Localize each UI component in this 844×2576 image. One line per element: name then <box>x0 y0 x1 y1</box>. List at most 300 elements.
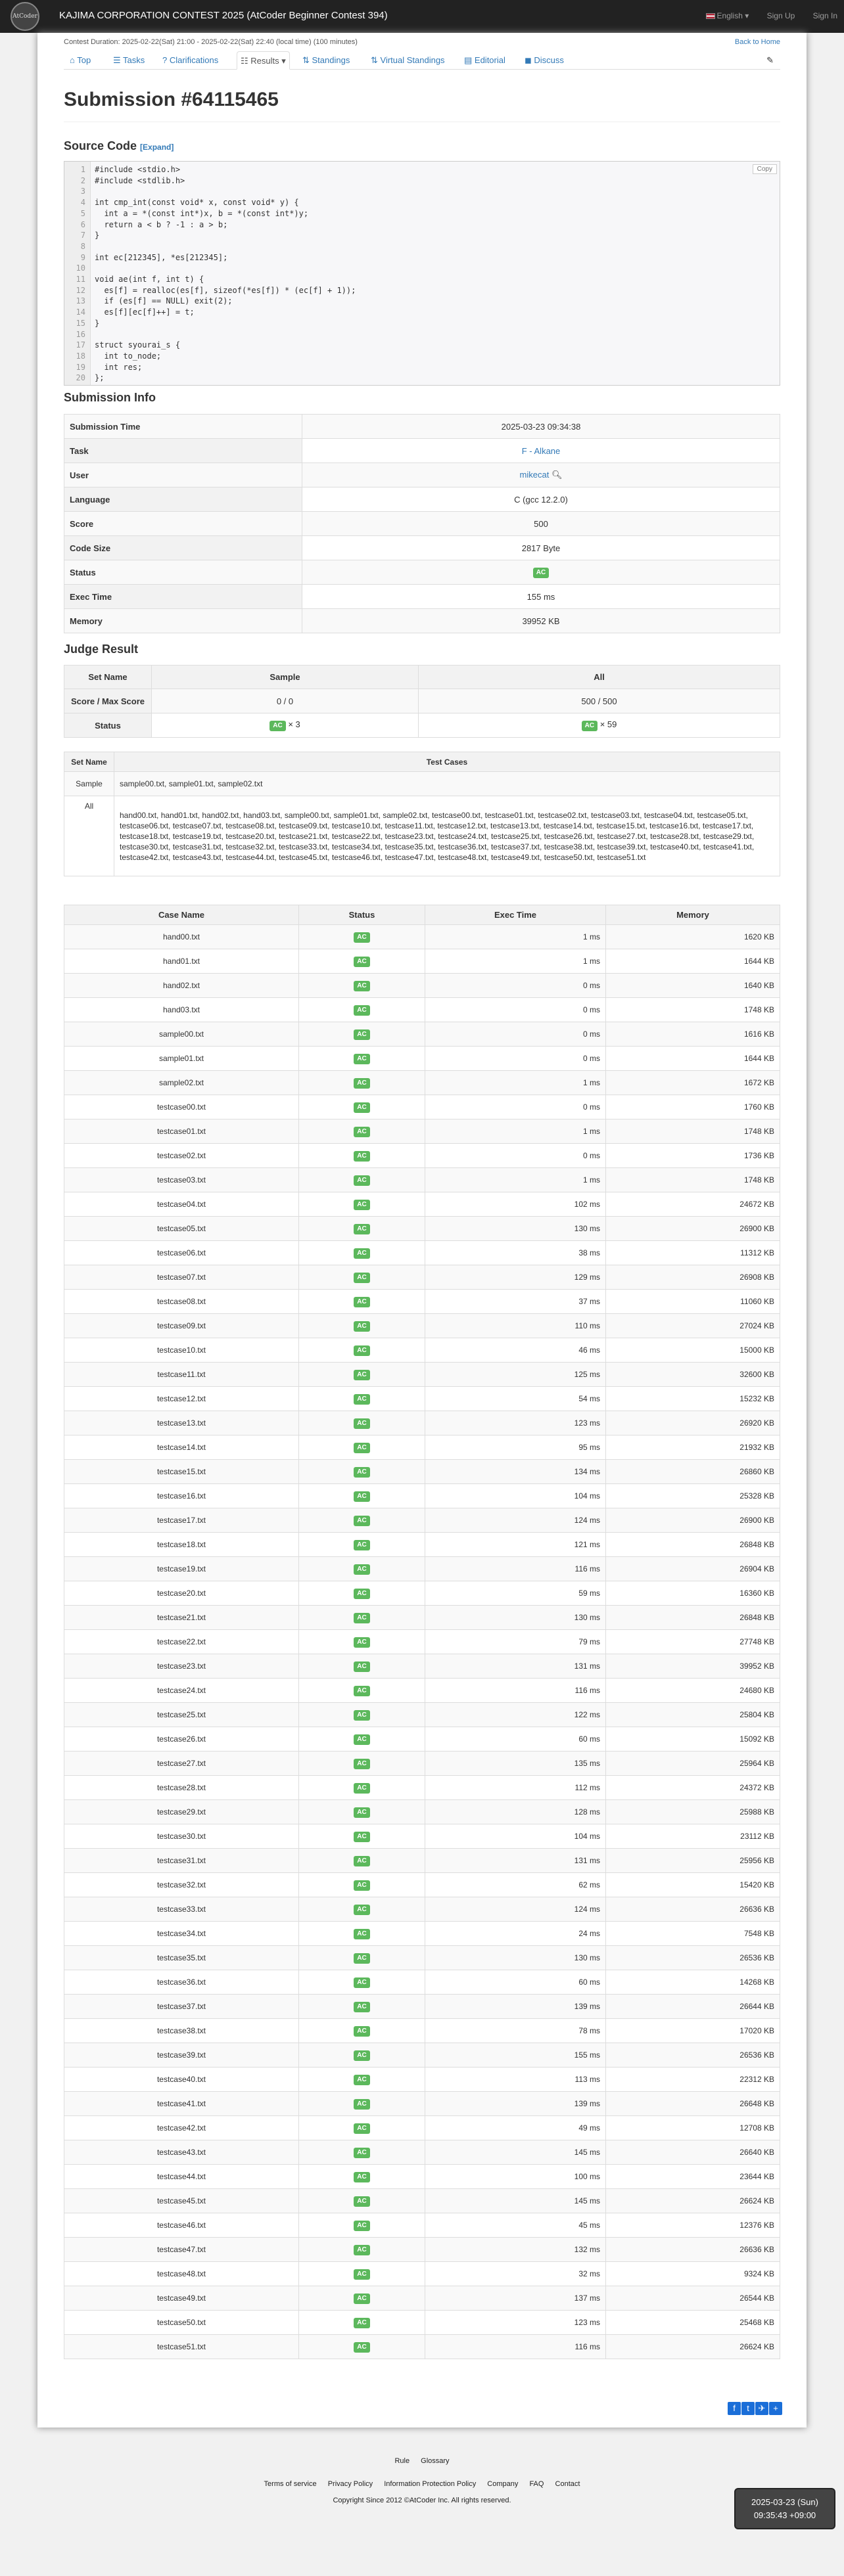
case-name: testcase50.txt <box>64 2311 299 2335</box>
table-row <box>64 1022 780 1047</box>
share-buttons <box>727 2402 782 2416</box>
case-memory: 39952 KB <box>606 1654 780 1679</box>
table-row <box>64 1168 780 1192</box>
case-name: testcase19.txt <box>64 1557 299 1581</box>
case-memory: 25468 KB <box>606 2311 780 2335</box>
case-status <box>299 1606 425 1630</box>
code-line <box>64 373 780 383</box>
case-status <box>299 1071 425 1095</box>
code-line <box>64 241 780 252</box>
table-row <box>64 1922 780 1946</box>
status-badge: AC <box>354 1977 369 1988</box>
code-text: struct syourai_s { <box>95 340 181 350</box>
case-exec-time: 0 ms <box>425 998 606 1022</box>
case-status <box>299 2116 425 2140</box>
case-status <box>299 1363 425 1387</box>
case-status <box>299 1144 425 1168</box>
case-exec-time: 45 ms <box>425 2213 606 2238</box>
case-status <box>299 1314 425 1338</box>
status-badge: AC <box>354 1151 369 1162</box>
status-badge: AC <box>354 1832 369 1842</box>
table-row <box>64 1192 780 1217</box>
footer-faq-link[interactable]: FAQ <box>529 2480 544 2488</box>
case-exec-time: 38 ms <box>425 1241 606 1265</box>
table-row <box>64 1824 780 1849</box>
code-line <box>64 164 780 175</box>
case-exec-time: 139 ms <box>425 1995 606 2019</box>
case-exec-time: 122 ms <box>425 1703 606 1727</box>
info-row-memory: Memory 39952 KB <box>64 609 780 633</box>
case-name: testcase26.txt <box>64 1727 299 1751</box>
line-number: 15 <box>76 318 85 328</box>
code-text: int ec[212345], *es[212345]; <box>95 252 228 262</box>
code-line <box>64 318 780 328</box>
case-name: testcase40.txt <box>64 2068 299 2092</box>
tab-discuss[interactable]: ◼ Discuss <box>525 55 564 65</box>
case-status <box>299 1265 425 1290</box>
status-badge: AC <box>354 1418 369 1429</box>
line-number: 2 <box>80 175 85 185</box>
code-text: int res; <box>95 362 143 372</box>
line-number: 16 <box>76 329 85 339</box>
case-name: testcase09.txt <box>64 1314 299 1338</box>
case-memory: 26640 KB <box>606 2140 780 2165</box>
plus-share-icon[interactable]: + <box>769 2402 782 2415</box>
case-exec-time: 37 ms <box>425 1290 606 1314</box>
case-memory: 1736 KB <box>606 1144 780 1168</box>
status-badge: AC <box>354 2123 369 2134</box>
status-badge: AC <box>354 1613 369 1623</box>
table-row <box>64 1533 780 1557</box>
case-name: testcase17.txt <box>64 1508 299 1533</box>
case-memory: 23112 KB <box>606 1824 780 1849</box>
case-memory: 1644 KB <box>606 1047 780 1071</box>
case-status <box>299 2213 425 2238</box>
tab-standings[interactable]: ⇅ Standings <box>302 55 350 65</box>
table-row <box>64 1630 780 1654</box>
case-memory: 22312 KB <box>606 2068 780 2092</box>
status-badge: AC <box>354 1224 369 1234</box>
case-name: testcase22.txt <box>64 1630 299 1654</box>
table-row <box>64 1946 780 1970</box>
case-exec-time: 62 ms <box>425 1873 606 1897</box>
line-number: 5 <box>80 208 85 218</box>
case-status <box>299 1654 425 1679</box>
table-row <box>64 2286 780 2311</box>
line-number: 3 <box>80 187 85 196</box>
case-status <box>299 2043 425 2068</box>
status-badge: AC <box>354 2099 369 2110</box>
status-badge: AC <box>354 1686 369 1696</box>
case-name: testcase47.txt <box>64 2238 299 2262</box>
case-memory: 7548 KB <box>606 1922 780 1946</box>
case-exec-time: 128 ms <box>425 1800 606 1824</box>
table-row <box>64 1095 780 1119</box>
status-badge: AC <box>354 1443 369 1453</box>
case-name: testcase42.txt <box>64 2116 299 2140</box>
case-status <box>299 1970 425 1995</box>
table-row <box>64 2335 780 2359</box>
status-badge: AC <box>354 2221 369 2231</box>
language-selector[interactable]: English ▾ <box>706 11 749 20</box>
case-name: sample01.txt <box>64 1047 299 1071</box>
case-exec-time: 139 ms <box>425 2092 606 2116</box>
case-status <box>299 1776 425 1800</box>
case-exec-time: 131 ms <box>425 1849 606 1873</box>
status-badge: AC <box>354 1127 369 1137</box>
table-row <box>64 1411 780 1435</box>
sign-in-link[interactable]: Sign In <box>812 11 837 20</box>
status-badge: AC <box>354 2075 369 2085</box>
case-status <box>299 1047 425 1071</box>
footer-rule-link[interactable]: Rule <box>394 2457 410 2465</box>
case-memory: 1672 KB <box>606 1071 780 1095</box>
table-row <box>64 998 780 1022</box>
code-line <box>64 296 780 306</box>
case-name: testcase14.txt <box>64 1435 299 1460</box>
case-name: testcase29.txt <box>64 1800 299 1824</box>
judge-result-heading: Judge Result <box>64 643 139 656</box>
tab-top[interactable]: ⌂ Top <box>70 55 91 65</box>
case-memory: 25956 KB <box>606 1849 780 1873</box>
code-text: void ae(int f, int t) { <box>95 275 204 284</box>
case-memory: 15232 KB <box>606 1387 780 1411</box>
case-name: testcase34.txt <box>64 1922 299 1946</box>
code-line <box>64 274 780 284</box>
case-exec-time: 145 ms <box>425 2140 606 2165</box>
case-status <box>299 1168 425 1192</box>
case-exec-time: 0 ms <box>425 974 606 998</box>
task-link[interactable]: F - Alkane <box>521 445 561 456</box>
case-status <box>299 1022 425 1047</box>
info-row-task: Task F - Alkane <box>64 439 780 463</box>
case-status <box>299 974 425 998</box>
facebook-share-icon[interactable]: f <box>728 2402 741 2415</box>
table-row <box>64 1679 780 1703</box>
code-text: int to_node; <box>95 351 162 361</box>
code-text: } <box>95 318 100 328</box>
line-number: 1 <box>80 165 85 174</box>
case-name: testcase07.txt <box>64 1265 299 1290</box>
status-badge: AC <box>354 1734 369 1745</box>
footer-terms-link[interactable]: Terms of service <box>264 2480 317 2488</box>
case-exec-time: 110 ms <box>425 1314 606 1338</box>
case-memory: 15092 KB <box>606 1727 780 1751</box>
back-to-home-link[interactable]: Back to Home <box>734 38 780 46</box>
case-name: sample00.txt <box>64 1022 299 1047</box>
case-name: testcase12.txt <box>64 1387 299 1411</box>
case-status <box>299 1946 425 1970</box>
case-name: testcase08.txt <box>64 1290 299 1314</box>
status-badge: AC <box>354 2245 369 2255</box>
tab-results[interactable]: ☷ Results ▾ <box>237 51 290 70</box>
code-text: int a = *(const int*)x, b = *(const int*)y; <box>95 208 309 218</box>
case-status <box>299 1897 425 1922</box>
case-status <box>299 949 425 974</box>
table-row <box>64 1751 780 1776</box>
case-status <box>299 1581 425 1606</box>
case-exec-time: 104 ms <box>425 1824 606 1849</box>
table-row <box>64 1970 780 1995</box>
table-row <box>64 1995 780 2019</box>
case-memory: 27024 KB <box>606 1314 780 1338</box>
table-row <box>64 1508 780 1533</box>
case-name: testcase49.txt <box>64 2286 299 2311</box>
code-line <box>64 197 780 208</box>
table-row <box>64 2189 780 2213</box>
source-code-block[interactable] <box>64 161 780 386</box>
case-exec-time: 59 ms <box>425 1581 606 1606</box>
case-exec-time: 1 ms <box>425 1071 606 1095</box>
case-status <box>299 1241 425 1265</box>
case-exec-time: 123 ms <box>425 2311 606 2335</box>
table-row <box>64 1047 780 1071</box>
case-name: testcase36.txt <box>64 1970 299 1995</box>
case-memory: 26904 KB <box>606 1557 780 1581</box>
case-exec-time: 0 ms <box>425 1047 606 1071</box>
table-row <box>64 2068 780 2092</box>
code-line <box>64 263 780 273</box>
status-badge: AC <box>354 1953 369 1964</box>
us-flag-icon <box>706 13 715 19</box>
case-status <box>299 1679 425 1703</box>
case-name: testcase23.txt <box>64 1654 299 1679</box>
case-exec-time: 131 ms <box>425 1654 606 1679</box>
case-name: testcase33.txt <box>64 1897 299 1922</box>
case-exec-time: 100 ms <box>425 2165 606 2189</box>
line-number: 20 <box>76 373 85 383</box>
clock-time: 09:35:43 +09:00 <box>753 2510 816 2520</box>
status-badge: AC <box>354 1540 369 1550</box>
case-exec-time: 46 ms <box>425 1338 606 1363</box>
case-status <box>299 1630 425 1654</box>
status-badge: AC <box>354 2050 369 2061</box>
main-container <box>37 33 807 2428</box>
case-memory: 26860 KB <box>606 1460 780 1484</box>
case-memory: 25964 KB <box>606 1751 780 1776</box>
case-memory: 24372 KB <box>606 1776 780 1800</box>
case-status <box>299 1119 425 1144</box>
code-line <box>64 252 780 263</box>
case-status <box>299 1533 425 1557</box>
status-badge: AC <box>354 1467 369 1478</box>
footer-privacy-link[interactable]: Privacy Policy <box>327 2480 373 2488</box>
code-line <box>64 230 780 240</box>
code-text: return a < b ? -1 : a > b; <box>95 219 228 229</box>
case-exec-time: 116 ms <box>425 2335 606 2359</box>
status-badge: AC <box>354 2196 369 2207</box>
twitter-share-icon[interactable]: t <box>741 2402 755 2415</box>
fixed-clock <box>734 2488 835 2529</box>
table-row <box>64 2116 780 2140</box>
case-status <box>299 1557 425 1581</box>
table-row <box>64 1217 780 1241</box>
case-exec-time: 0 ms <box>425 1144 606 1168</box>
tab-tasks[interactable]: ☰ Tasks <box>113 55 145 65</box>
table-row <box>64 949 780 974</box>
footer-info-protection-link[interactable]: Information Protection Policy <box>384 2480 477 2488</box>
status-badge: AC <box>354 1200 369 1210</box>
case-exec-time: 60 ms <box>425 1970 606 1995</box>
atcoder-logo[interactable]: AtCoder <box>11 2 39 31</box>
status-badge: AC <box>354 2342 369 2353</box>
case-exec-time: 134 ms <box>425 1460 606 1484</box>
case-memory: 1644 KB <box>606 949 780 974</box>
case-memory: 26648 KB <box>606 2092 780 2116</box>
status-badge: AC <box>354 2026 369 2037</box>
case-memory: 26544 KB <box>606 2286 780 2311</box>
contest-title[interactable]: KAJIMA CORPORATION CONTEST 2025 (AtCoder Beginner Contest 394) <box>59 10 388 21</box>
code-text: es[f][ec[f]++] = t; <box>95 307 195 317</box>
case-exec-time: 130 ms <box>425 1217 606 1241</box>
case-name: testcase02.txt <box>64 1144 299 1168</box>
case-status <box>299 1873 425 1897</box>
table-row <box>64 2311 780 2335</box>
code-text: } <box>95 231 100 240</box>
case-status <box>299 1484 425 1508</box>
tab-virtual-standings[interactable]: ⇅ Virtual Standings <box>371 55 445 65</box>
case-name: testcase13.txt <box>64 1411 299 1435</box>
case-memory: 25988 KB <box>606 1800 780 1824</box>
case-memory: 32600 KB <box>606 1363 780 1387</box>
line-number: 8 <box>80 241 85 251</box>
case-memory: 26636 KB <box>606 2238 780 2262</box>
status-badge: AC <box>354 2148 369 2158</box>
line-number: 7 <box>80 231 85 240</box>
case-status <box>299 2238 425 2262</box>
code-line <box>64 340 780 350</box>
line-number: 12 <box>76 285 85 295</box>
case-status <box>299 2189 425 2213</box>
top-navbar <box>0 0 844 33</box>
case-status <box>299 1290 425 1314</box>
case-name: testcase05.txt <box>64 1217 299 1241</box>
sign-up-link[interactable]: Sign Up <box>766 11 795 20</box>
table-row <box>64 1654 780 1679</box>
status-badge: AC <box>354 1661 369 1672</box>
case-name: testcase18.txt <box>64 1533 299 1557</box>
case-memory: 1760 KB <box>606 1095 780 1119</box>
case-status <box>299 1095 425 1119</box>
status-badge: AC <box>354 1929 369 1939</box>
case-memory: 26536 KB <box>606 2043 780 2068</box>
case-status <box>299 2262 425 2286</box>
case-name: testcase35.txt <box>64 1946 299 1970</box>
case-name: testcase25.txt <box>64 1703 299 1727</box>
tab-editorial[interactable]: ▤ Editorial <box>464 55 505 65</box>
case-exec-time: 137 ms <box>425 2286 606 2311</box>
status-badge: AC <box>354 1345 369 1356</box>
case-name: testcase51.txt <box>64 2335 299 2359</box>
line-share-icon[interactable]: ✈ <box>755 2402 768 2415</box>
status-badge: AC <box>354 2294 369 2304</box>
case-status <box>299 1824 425 1849</box>
status-badge: AC <box>354 1370 369 1380</box>
case-name: testcase38.txt <box>64 2019 299 2043</box>
case-status <box>299 1995 425 2019</box>
case-exec-time: 124 ms <box>425 1897 606 1922</box>
case-name: hand01.txt <box>64 949 299 974</box>
status-badge: AC <box>354 1078 369 1089</box>
status-badge: AC <box>354 1102 369 1113</box>
footer-contact-link[interactable]: Contact <box>555 2480 580 2488</box>
case-name: testcase31.txt <box>64 1849 299 1873</box>
table-row <box>64 2043 780 2068</box>
case-memory: 1616 KB <box>606 1022 780 1047</box>
case-exec-time: 1 ms <box>425 925 606 949</box>
table-row <box>64 1144 780 1168</box>
status-badge: AC <box>354 1783 369 1794</box>
case-exec-time: 112 ms <box>425 1776 606 1800</box>
case-name: testcase48.txt <box>64 2262 299 2286</box>
table-row <box>64 1119 780 1144</box>
case-memory: 26624 KB <box>606 2335 780 2359</box>
tab-clarifications[interactable]: ? Clarifications <box>162 55 219 65</box>
status-badge: AC <box>354 2172 369 2182</box>
judge-result-table: Set Name Sample All Score / Max Score 0 / 0 500 / 500 Status AC × 3 AC × 59 <box>64 665 780 738</box>
case-name: testcase11.txt <box>64 1363 299 1387</box>
code-line <box>64 186 780 196</box>
copy-button[interactable]: Copy <box>753 164 777 174</box>
table-row <box>64 2262 780 2286</box>
case-memory: 26900 KB <box>606 1217 780 1241</box>
info-row-score: Score 500 <box>64 512 780 536</box>
line-number: 9 <box>80 252 85 262</box>
table-row <box>64 1338 780 1363</box>
status-badge: AC <box>354 2002 369 2012</box>
line-number: 14 <box>76 307 85 317</box>
footer-company-link[interactable]: Company <box>487 2480 519 2488</box>
table-row <box>64 1849 780 1873</box>
case-memory: 24672 KB <box>606 1192 780 1217</box>
table-row <box>64 925 780 949</box>
test-sets-table: Set Name Test Cases Sample sample00.txt, sample01.txt, sample02.txt All hand00.txt, hand01.txt, hand02.txt, hand03.txt, sample00.txt, sample01.txt, sample02.txt, testcase00.txt, testcase01.txt, testcase02.txt, testcase03.txt, testcase04.txt, testcase05.txt, testcase06.txt, testcase07.txt, testcase08.txt, testcase09.txt, testcase10.txt, testcase11.txt, testcase12.txt, testcase13.txt, testcase14.txt, testcase15.txt, testcase16.txt, testcase17.txt, testcase18.txt, testcase19.txt, testcase20.txt, testcase21.txt, testcase22.txt, testcase23.txt, testcase24.txt, testcase25.txt, testcase26.txt, testcase27.txt, testcase28.txt, testcase29.txt, testcase30.txt, testcase31.txt, testcase32.txt, testcase33.txt, testcase34.txt, testcase35.txt, testcase36.txt, testcase37.txt, testcase38.txt, testcase39.txt, testcase40.txt, testcase41.txt, testcase42.txt, testcase43.txt, testcase44.txt, testcase45.txt, testcase46.txt, testcase47.txt, testcase48.txt, testcase49.txt, testcase50.txt, testcase51.txt <box>64 752 780 876</box>
expand-link[interactable]: [Expand] <box>140 143 174 152</box>
code-line <box>64 351 780 361</box>
footer-glossary-link[interactable]: Glossary <box>421 2457 450 2465</box>
code-text: if (es[f] == NULL) exit(2); <box>95 296 233 306</box>
line-number: 13 <box>76 296 85 306</box>
user-link[interactable]: mikecat <box>519 470 550 480</box>
case-exec-time: 1 ms <box>425 949 606 974</box>
status-badge: AC <box>354 1273 369 1283</box>
status-badge: AC <box>354 1880 369 1891</box>
case-memory: 1640 KB <box>606 974 780 998</box>
case-name: testcase32.txt <box>64 1873 299 1897</box>
case-name: sample02.txt <box>64 1071 299 1095</box>
copyright: Copyright Since 2012 ©AtCoder Inc. All rights reserved. <box>333 2497 511 2504</box>
case-exec-time: 95 ms <box>425 1435 606 1460</box>
case-status <box>299 1727 425 1751</box>
case-memory: 21932 KB <box>606 1435 780 1460</box>
table-row <box>64 1363 780 1387</box>
status-badge: AC <box>354 1564 369 1575</box>
code-text: es[f] = realloc(es[f], sizeof(*es[f]) * (ec[f] + 1)); <box>95 285 356 295</box>
case-memory: 9324 KB <box>606 2262 780 2286</box>
pin-icon[interactable]: ✎ <box>766 55 774 65</box>
case-status <box>299 1849 425 1873</box>
table-row <box>64 1776 780 1800</box>
case-name: hand03.txt <box>64 998 299 1022</box>
status-badge: AC <box>354 981 369 991</box>
search-icon[interactable]: 🔍︎ <box>551 470 563 480</box>
line-number: 10 <box>76 263 85 273</box>
table-row <box>64 1387 780 1411</box>
code-line <box>64 208 780 219</box>
contest-duration: Contest Duration: 2025-02-22(Sat) 21:00 - 2025-02-22(Sat) 22:40 (local time) (100 minutes) <box>64 38 358 46</box>
source-code-heading: Source Code [Expand] <box>64 139 174 152</box>
case-memory: 1620 KB <box>606 925 780 949</box>
